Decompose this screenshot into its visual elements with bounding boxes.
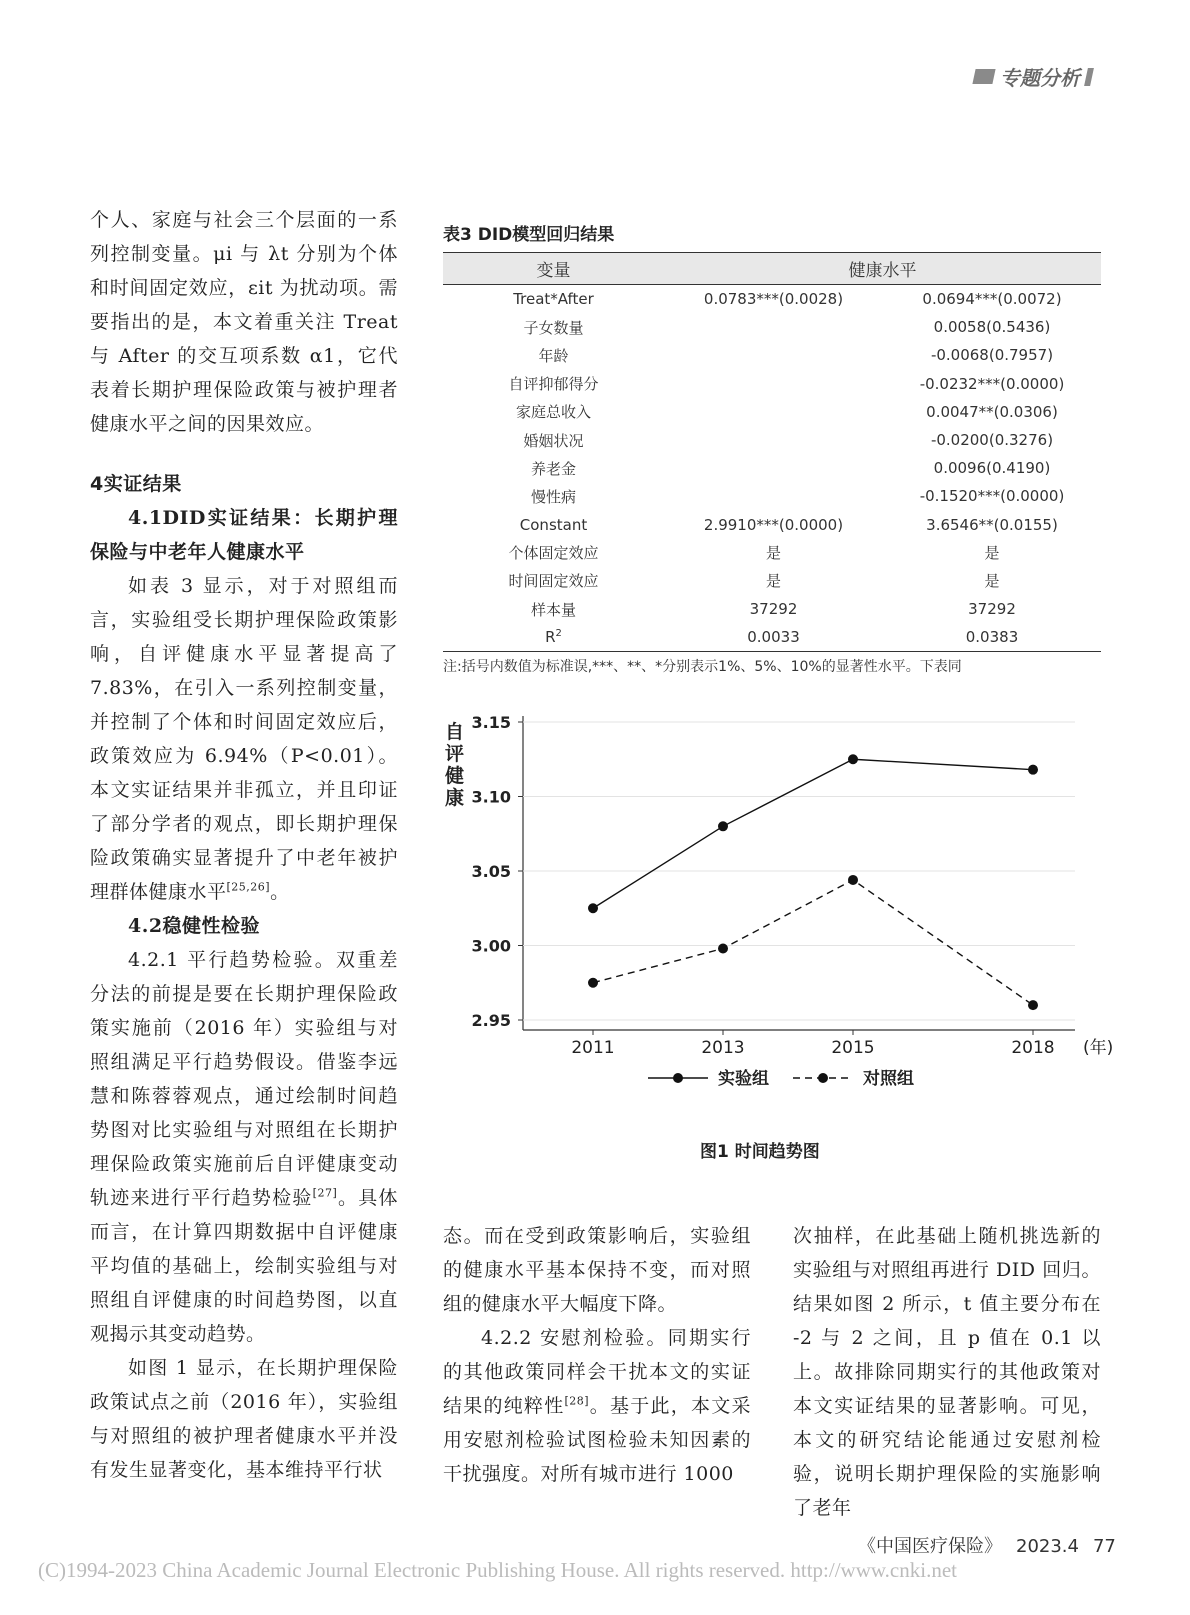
table-title: 表3 DID模型回归结果	[443, 225, 615, 245]
table-cell-variable: 年龄	[538, 346, 569, 365]
time-trend-svg	[443, 713, 1114, 1140]
table-cell-model1	[664, 313, 883, 341]
table-cell-model1	[664, 398, 883, 426]
footer-journal-info	[858, 1532, 1130, 1558]
table-cell-model2: 37292	[968, 600, 1016, 619]
table-header-variable: 变量	[443, 253, 664, 285]
y-tick-label: 3.15	[471, 713, 511, 732]
middle-column	[443, 1219, 751, 1491]
table-header-row	[443, 253, 1101, 285]
table-row	[443, 454, 1101, 482]
para-422	[443, 1321, 751, 1491]
table-cell-model1: 37292	[749, 600, 798, 619]
section-bar-icon	[1084, 68, 1094, 86]
data-point-control	[718, 943, 728, 953]
series-line-treatment	[593, 759, 1033, 908]
table-cell-model1: 0.0033	[664, 623, 883, 652]
table-row	[443, 426, 1101, 454]
y-axis-label-char: 康	[445, 787, 465, 809]
table-cell-model1	[664, 454, 883, 482]
data-point-treatment	[588, 903, 598, 913]
table-cell-variable: 样本量	[530, 600, 576, 619]
para-mid-cont: 态。而在受到政策影响后，实验组的健康水平基本保持不变，而对照组的健康水平大幅度下降。	[443, 1225, 751, 1315]
table-cell-variable: 子女数量	[523, 318, 584, 337]
table-cell-model2: -0.1520***(0.0000)	[919, 487, 1065, 506]
y-tick-label: 3.10	[471, 787, 511, 807]
table-cell-model1	[664, 370, 883, 398]
data-point-treatment	[1028, 765, 1038, 775]
table-cell-variable: Treat*After	[513, 290, 594, 309]
y-tick-label: 3.00	[471, 936, 511, 956]
x-tick-label: 2013	[701, 1038, 745, 1058]
footer-journal-name: 《中国医疗保险》	[858, 1536, 1002, 1557]
table-header-health: 健康水平	[664, 253, 1101, 285]
table-cell-model1: 2.9910***(0.0000)	[703, 515, 844, 534]
table-note: 注:括号内数值为标准误,***、**、*分别表示1%、5%、10%的显著性水平。下表同	[443, 659, 962, 675]
table-cell-variable: 婚姻状况	[523, 431, 584, 450]
data-point-treatment	[718, 821, 728, 831]
para-right-cont: 次抽样，在此基础上随机挑选新的实验组与对照组再进行 DID 回归。结果如图 2 所示，t 值主要分布在 -2 与 2 之间，且 p 值在 0.1 以上。故排除同期实行的其他政策对本文实证结果的显著影响。可见，本文的研究结论能通过安慰剂检验，说明长期护理保险的实施影响了老年	[793, 1225, 1101, 1519]
table-body	[443, 285, 1101, 652]
table-cell-model2: 0.0058(0.5436)	[933, 318, 1051, 337]
time-trend-chart	[443, 713, 1114, 1160]
table-cell-variable: 个体固定效应	[508, 544, 599, 563]
section-tag-label: 专题分析	[1000, 66, 1080, 90]
citation-28: [28]	[564, 1394, 590, 1408]
data-point-treatment	[848, 754, 858, 764]
legend-label-control: 对照组	[863, 1069, 914, 1089]
heading-sec4: 4实证结果	[90, 473, 182, 495]
y-tick-label: 3.05	[471, 862, 511, 881]
data-point-control	[1028, 1000, 1038, 1010]
series-line-control	[593, 880, 1033, 1005]
x-tick-label: 2011	[571, 1038, 615, 1058]
para-41-end: 。	[270, 881, 290, 903]
table-cell-model1: 是	[765, 544, 781, 563]
para-422-text-b: 。基于此，本文采用安慰剂检验试图检验未知因素的干扰强度。对所有城市进行 1000	[443, 1395, 751, 1485]
table-row	[443, 398, 1101, 426]
did-regression-table	[443, 252, 1101, 652]
para-fig1: 如图 1 显示，在长期护理保险政策试点之前（2016 年），实验组与对照组的被护理者健康水平并没有发生显著变化，基本维持平行状	[90, 1357, 398, 1481]
r2-superscript: 2	[555, 628, 562, 640]
table-cell-model2: 0.0383	[883, 623, 1101, 652]
table-cell-model2: 0.0096(0.4190)	[933, 459, 1051, 478]
table-row	[443, 285, 1101, 314]
table-cell-model1	[664, 426, 883, 454]
figure-caption: 图1 时间趋势图	[700, 1142, 820, 1162]
table-cell-model2: -0.0200(0.3276)	[930, 431, 1054, 450]
para-intro: 个人、家庭与社会三个层面的一系列控制变量。μi 与 λt 分别为个体和时间固定效应，εit 为扰动项。需要指出的是，本文着重关注 Treat 与 After 的交互项系数 α1，它代表着长期护理保险政策与被护理者健康水平之间的因果效应。	[90, 209, 398, 435]
y-axis-label-char: 评	[445, 743, 465, 765]
x-tick-label: 2015	[831, 1038, 875, 1058]
legend-marker-treatment	[673, 1073, 683, 1083]
section-mark-icon	[972, 69, 995, 84]
data-point-control	[848, 875, 858, 885]
footer-issue: 2023.4	[1016, 1536, 1079, 1557]
table-row	[443, 313, 1101, 341]
y-tick-label: 2.95	[471, 1011, 511, 1030]
footer-page-number: 77	[1092, 1536, 1116, 1557]
table-cell-variable: 慢性病	[530, 487, 576, 506]
table-cell-variable: 养老金	[530, 459, 576, 478]
table-row	[443, 595, 1101, 623]
legend-marker-control	[818, 1073, 828, 1083]
table-cell-model2: 0.0694***(0.0072)	[922, 290, 1062, 309]
copyright-line: (C)1994-2023 China Academic Journal Electronic Publishing House. All rights reserved. http://www.cnki.net	[38, 1558, 957, 1582]
table-cell-model2: 0.0047**(0.0306)	[926, 402, 1058, 421]
table-cell-model2: 是	[984, 572, 1000, 591]
para-421-text: 4.2.1 平行趋势检验。双重差分法的前提是要在长期护理保险政策实施前（2016 年）实验组与对照组满足平行趋势假设。借鉴李远慧和陈蓉蓉观点，通过绘制时间趋势图对比实验组与对照组在长期护理保险政策实施前后自评健康变动轨迹来进行平行趋势检验	[90, 949, 398, 1209]
heading-sec41: 4.1DID实证结果：长期护理保险与中老年人健康水平	[90, 507, 398, 563]
table-cell-model2: -0.0068(0.7957)	[930, 346, 1054, 365]
table-row	[443, 370, 1101, 398]
table-row	[443, 341, 1101, 369]
table-cell-model2: -0.0232***(0.0000)	[919, 374, 1065, 393]
section-tag	[974, 62, 1092, 91]
heading-sec42: 4.2稳健性检验	[128, 915, 261, 937]
left-column	[90, 203, 398, 1487]
table-cell-variable: 自评抑郁得分	[508, 375, 599, 394]
table-cell-model1: 0.0783***(0.0028)	[703, 290, 844, 309]
table-cell-variable: Constant	[519, 515, 588, 534]
data-point-control	[588, 978, 598, 988]
table-cell-model1: 是	[765, 572, 781, 591]
table-row	[443, 482, 1101, 510]
table-row	[443, 539, 1101, 567]
table-row	[443, 511, 1101, 539]
para-41-text: 如表 3 显示，对于对照组而言，实验组受长期护理保险政策影响，自评健康水平显著提高了 7.83%，在引入一系列控制变量，并控制了个体和时间固定效应后，政策效应为 6.94%（P<0.01）。本文实证结果并非孤立，并且印证了部分学者的观点，即长期护理保险政策确实显著提升了中老年被护理群体健康水平	[90, 575, 398, 903]
y-axis-label-char: 健	[445, 765, 465, 787]
table-cell-model2: 3.6546**(0.0155)	[926, 515, 1058, 534]
para-422-text-a: 4.2.2 安慰剂检验。同期实行的其他政策同样会干扰本文的实证结果的纯粹性	[443, 1327, 751, 1417]
table-cell-model2: 是	[984, 544, 1000, 563]
para-421-end: 。具体而言，在计算四期数据中自评健康平均值的基础上，绘制实验组与对照组自评健康的时间趋势图，以直观揭示其变动趋势。	[90, 1187, 398, 1345]
table-cell-variable	[443, 623, 664, 652]
legend-label-treatment: 实验组	[718, 1069, 769, 1089]
x-tick-label: 2018	[1011, 1038, 1055, 1058]
table-cell-model1	[664, 341, 883, 369]
table-row	[443, 567, 1101, 595]
y-axis-label-char: 自	[445, 721, 465, 743]
table-cell-variable: 家庭总收入	[515, 403, 591, 422]
right-column	[793, 1219, 1101, 1525]
x-axis-label: (年)	[1083, 1038, 1114, 1058]
citation-27: [27]	[312, 1186, 338, 1200]
table-row-r2	[443, 623, 1101, 652]
r2-label: R	[545, 628, 556, 647]
table-cell-variable: 时间固定效应	[508, 572, 599, 591]
para-41	[90, 569, 398, 909]
para-421	[90, 943, 398, 1351]
table-cell-model1	[664, 482, 883, 510]
citation-25-26: [25,26]	[226, 880, 271, 894]
